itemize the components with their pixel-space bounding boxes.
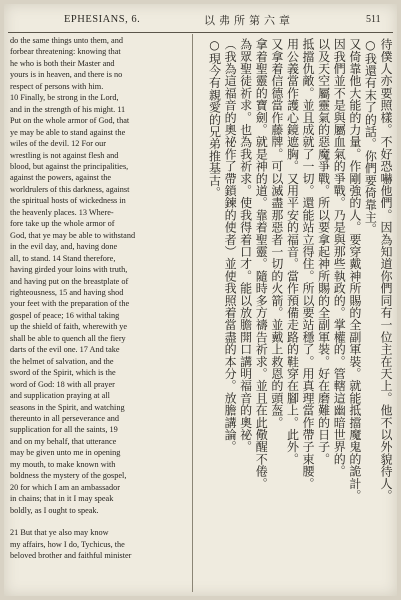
english-text-line: thereunto in all perseverance and	[10, 413, 120, 423]
english-text-line: the spiritual hosts of wickedness in	[10, 196, 126, 206]
chinese-text-column-line: ○我還有末了的話。你們要倚靠主。	[363, 38, 378, 236]
chinese-text-column-line: 抵擋仇敵。並且成就了一切。還能站立得住。所以要站穩了。用真理當作帶子束腰。	[301, 38, 316, 490]
column-divider	[192, 34, 193, 592]
chinese-text-column-line: 因我們並不是與屬血氣的爭戰。乃是與那些執政的。掌權的。管轄這幽暗世界的。	[332, 38, 347, 478]
chinese-text-column-line: 待僕人亦要照樣。不好恐嚇他們。因為知道你們同有一位主在天上。他不以外貌待人。	[379, 38, 393, 502]
english-text-line: righteousness, 15 and having shod	[10, 287, 124, 297]
chinese-text-column-line: ○現今有親愛的兄弟推基古。	[207, 38, 222, 199]
english-text-line: may be given unto me in opening	[10, 448, 121, 458]
chinese-text-column-line: 為眾聖徒祈求。也為我祈求。使我得着口才。能以放膽開口講明福音的奧祕。	[238, 38, 253, 453]
book-page	[4, 4, 397, 596]
english-text-line: forbear threatening: knowing that	[10, 47, 121, 57]
english-text-line: boldly, as I ought to speak.	[10, 505, 99, 515]
english-text-line: against the powers, against the	[10, 173, 112, 183]
english-text-line: gospel of peace; 16 withal taking	[10, 310, 120, 320]
english-text-line: the heavenly places. 13 Where-	[10, 207, 114, 217]
english-text-line: he who is both their Master and	[10, 58, 115, 68]
english-text-line: worldrulers of this darkness, against	[10, 184, 130, 194]
chinese-text-column-line: 用公義當作護心鏡遮胸。又用平安的福音。當作預備走路的鞋穿在腳上。此外。	[285, 38, 300, 465]
english-text-line: 20 for which I am an ambassador	[10, 482, 120, 492]
english-text-column	[10, 35, 187, 591]
english-text-line: seasons in the Spirit, and watching	[10, 402, 125, 412]
chinese-text-column-line: 拿着聖靈的寶劍。就是神的道。靠着聖靈。隨時多方禱告祈求。並且在此儆醒不倦。	[254, 38, 269, 490]
english-text-line: respect of persons with him.	[10, 81, 104, 91]
english-text-line: shall be able to quench all the fiery	[10, 333, 126, 343]
english-text-line: yours is in heaven, and there is no	[10, 70, 123, 80]
chinese-text-column-line: 又倚靠他大能的力量。作剛強的人。要穿戴神所賜的全副軍裝。就能抵擋魔鬼的詭計。	[347, 38, 362, 502]
english-text-line: and on my behalf, that utterance	[10, 436, 117, 446]
english-text-line: and supplication praying at all	[10, 391, 110, 401]
header-rule	[8, 32, 393, 33]
english-text-line: Put on the whole armor of God, that	[10, 116, 130, 126]
chinese-text-column-line: 又拿着信德當作藤牌。可以滅盡那惡者一切的火箭。並戴上救恩的頭盔。	[269, 38, 284, 429]
english-text-line: wiles of the devil. 12 For our	[10, 139, 107, 149]
chinese-running-title: 以弗所第六章	[204, 14, 294, 27]
english-text-line: up the shield of faith, wherewith ye	[10, 322, 128, 332]
english-text-line: and in the strength of his might. 11	[10, 104, 126, 114]
english-text-line: ye may be able to stand against the	[10, 127, 126, 137]
english-text-line: word of God: 18 with all prayer	[10, 379, 115, 389]
chinese-text-column-line: 以及天空屬靈氣的惡魔爭戰。所以要拿起神所賜的全副軍裝。好在磨難的日子。	[316, 38, 331, 465]
english-text-line: 21 But that ye also may know	[10, 528, 109, 538]
english-text-line: all, to stand. 14 Stand therefore,	[10, 253, 116, 263]
english-text-line: having girded your loins with truth,	[10, 265, 128, 275]
english-text-line: the helmet of salvation, and the	[10, 356, 114, 366]
english-text-line: in the evil day, and, having done	[10, 242, 118, 252]
english-text-line: blood, but against the principalities,	[10, 161, 129, 171]
english-text-line: sword of the Spirit, which is the	[10, 368, 116, 378]
english-text-line: your feet with the preparation of the	[10, 299, 130, 309]
english-text-line: supplication for all the saints, 19	[10, 425, 118, 435]
english-text-line: do the same things unto them, and	[10, 36, 123, 45]
english-text-line: my mouth, to make known with	[10, 459, 116, 469]
english-text-line: wrestling is not against flesh and	[10, 150, 119, 160]
english-text-line: fore take up the whole armor of	[10, 219, 115, 229]
english-text-line: and having put on the breastplate of	[10, 276, 129, 286]
english-text-line: beloved brother and faithful minister	[10, 551, 132, 561]
chinese-text-column-line: （我為這福音的奧祕作了帶鎖鍊的使者）並使我照着當盡的本分。放膽講論。	[223, 38, 238, 453]
english-text-line: darts of the evil one. 17 And take	[10, 345, 120, 355]
english-text-line: boldness the mystery of the gospel,	[10, 471, 127, 481]
english-text-line: 10 Finally, be strong in the Lord,	[10, 93, 119, 103]
chinese-text-column	[196, 38, 393, 590]
english-running-title: EPHESIANS, 6.	[64, 14, 141, 25]
page-header	[4, 4, 397, 34]
english-text-line	[10, 516, 187, 527]
english-text-line: in chains; that in it I may speak	[10, 494, 114, 504]
english-text-line: my affairs, how I do, Tychicus, the	[10, 539, 125, 549]
english-text-line: God, that ye may be able to withstand	[10, 230, 136, 240]
page-number: 511	[366, 14, 381, 25]
